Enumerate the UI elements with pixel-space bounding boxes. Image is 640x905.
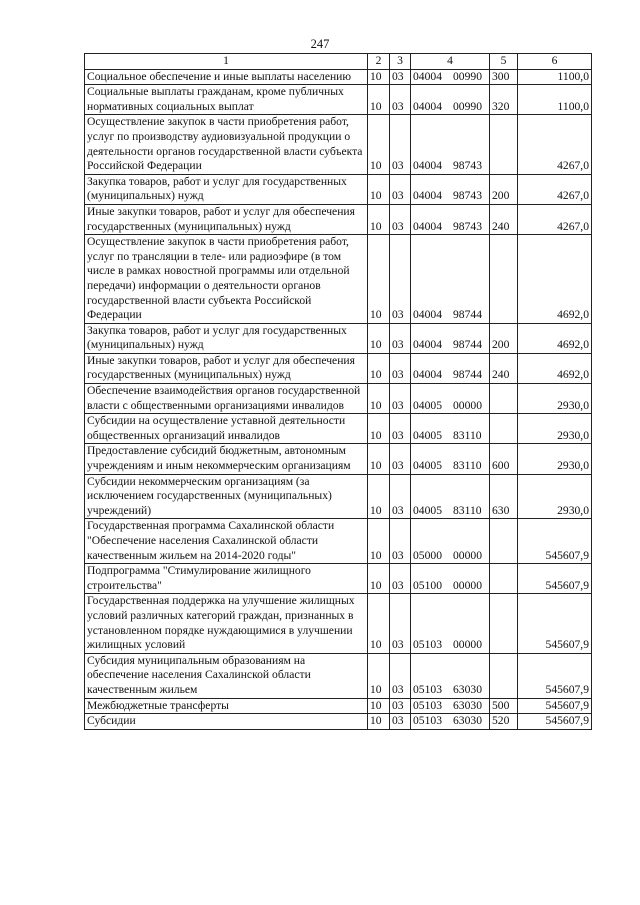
program-code: 05100 <box>413 578 442 592</box>
section-code: 10 <box>368 174 390 204</box>
program-code: 04004 <box>413 189 442 203</box>
amount: 2930,0 <box>518 384 592 414</box>
program-code: 04004 <box>413 308 442 322</box>
amount: 545607,9 <box>518 653 592 698</box>
amount: 2930,0 <box>518 474 592 519</box>
expense-type-code <box>490 384 518 414</box>
amount: 545607,9 <box>518 594 592 653</box>
subsection-code: 03 <box>390 594 411 653</box>
table-row <box>85 323 592 353</box>
section-code: 10 <box>368 564 390 594</box>
subsection-code: 03 <box>390 69 411 85</box>
direction-code: 83110 <box>453 503 482 517</box>
table-row <box>85 474 592 519</box>
expense-type-code <box>490 115 518 174</box>
target-article-code <box>411 323 490 353</box>
program-code: 05103 <box>413 698 442 712</box>
section-code: 10 <box>368 414 390 444</box>
direction-code: 98744 <box>453 308 482 322</box>
amount: 2930,0 <box>518 444 592 474</box>
amount: 545607,9 <box>518 564 592 594</box>
direction-code: 63030 <box>453 682 482 696</box>
program-code: 04004 <box>413 338 442 352</box>
direction-code: 98744 <box>453 368 482 382</box>
item-name: Иные закупки товаров, работ и услуг для обеспечения государственных (муниципальных) нужд <box>85 353 368 383</box>
target-article-code <box>411 444 490 474</box>
table-row <box>85 353 592 383</box>
table-header-row <box>85 54 592 70</box>
program-code: 05103 <box>413 638 442 652</box>
direction-code: 63030 <box>453 698 482 712</box>
column-header-3: 3 <box>390 54 411 70</box>
program-code: 04005 <box>413 503 442 517</box>
table-row <box>85 594 592 653</box>
target-article-code <box>411 174 490 204</box>
subsection-code: 03 <box>390 174 411 204</box>
section-code: 10 <box>368 353 390 383</box>
section-code: 10 <box>368 653 390 698</box>
target-article-code <box>411 698 490 714</box>
item-name: Подпрограмма "Стимулирование жилищного строительства" <box>85 564 368 594</box>
amount: 4267,0 <box>518 115 592 174</box>
target-article-code <box>411 519 490 564</box>
direction-code: 63030 <box>453 714 482 728</box>
item-name: Субсидии некоммерческим организациям (за исключением государственных (муниципальных) учреждений) <box>85 474 368 519</box>
section-code: 10 <box>368 444 390 474</box>
target-article-code <box>411 564 490 594</box>
section-code: 10 <box>368 69 390 85</box>
section-code: 10 <box>368 204 390 234</box>
direction-code: 98743 <box>453 219 482 233</box>
table-row <box>85 444 592 474</box>
table-row <box>85 653 592 698</box>
subsection-code: 03 <box>390 235 411 324</box>
item-name: Осуществление закупок в части приобретения работ, услуг по трансляции в теле- или радиоэфире (в том числе в рамках новостной программы или отдельной передачи) информации о деятельности органов государственной власти субъекта Российской Федерации <box>85 235 368 324</box>
program-code: 05000 <box>413 548 442 562</box>
subsection-code: 03 <box>390 474 411 519</box>
item-name: Межбюджетные трансферты <box>85 698 368 714</box>
column-header-2: 2 <box>368 54 390 70</box>
page-number: 247 <box>310 37 330 51</box>
item-name: Субсидия муниципальным образованиям на обеспечение населения Сахалинской области качественным жильем <box>85 653 368 698</box>
table-row <box>85 714 592 730</box>
subsection-code: 03 <box>390 323 411 353</box>
section-code: 10 <box>368 474 390 519</box>
direction-code: 98743 <box>453 159 482 173</box>
program-code: 05103 <box>413 714 442 728</box>
expense-type-code: 520 <box>490 714 518 730</box>
section-code: 10 <box>368 698 390 714</box>
expense-type-code <box>490 519 518 564</box>
section-code: 10 <box>368 594 390 653</box>
column-header-5: 5 <box>490 54 518 70</box>
item-name: Иные закупки товаров, работ и услуг для обеспечения государственных (муниципальных) нужд <box>85 204 368 234</box>
item-name: Социальные выплаты гражданам, кроме публичных нормативных социальных выплат <box>85 85 368 115</box>
program-code: 04005 <box>413 398 442 412</box>
table-body <box>85 69 592 729</box>
table-row <box>85 384 592 414</box>
subsection-code: 03 <box>390 384 411 414</box>
target-article-code <box>411 384 490 414</box>
table-row <box>85 414 592 444</box>
column-header-4: 4 <box>411 54 490 70</box>
target-article-code <box>411 115 490 174</box>
item-name: Предоставление субсидий бюджетным, автономным учреждениям и иным некоммерческим организациям <box>85 444 368 474</box>
section-code: 10 <box>368 519 390 564</box>
item-name: Субсидии на осуществление уставной деятельности общественных организаций инвалидов <box>85 414 368 444</box>
target-article-code <box>411 474 490 519</box>
amount: 4267,0 <box>518 204 592 234</box>
expense-type-code: 600 <box>490 444 518 474</box>
subsection-code: 03 <box>390 414 411 444</box>
subsection-code: 03 <box>390 564 411 594</box>
amount: 4267,0 <box>518 174 592 204</box>
expense-type-code: 630 <box>490 474 518 519</box>
table-row <box>85 698 592 714</box>
amount: 4692,0 <box>518 353 592 383</box>
target-article-code <box>411 714 490 730</box>
item-name: Социальное обеспечение и иные выплаты населению <box>85 69 368 85</box>
target-article-code <box>411 85 490 115</box>
direction-code: 98743 <box>453 189 482 203</box>
subsection-code: 03 <box>390 353 411 383</box>
amount: 545607,9 <box>518 519 592 564</box>
expense-type-code: 240 <box>490 353 518 383</box>
expense-type-code <box>490 594 518 653</box>
expense-type-code <box>490 564 518 594</box>
direction-code: 98744 <box>453 338 482 352</box>
section-code: 10 <box>368 115 390 174</box>
subsection-code: 03 <box>390 519 411 564</box>
table-row <box>85 564 592 594</box>
table-row <box>85 115 592 174</box>
direction-code: 00990 <box>453 99 482 113</box>
subsection-code: 03 <box>390 85 411 115</box>
program-code: 04005 <box>413 459 442 473</box>
expense-type-code: 200 <box>490 323 518 353</box>
subsection-code: 03 <box>390 698 411 714</box>
subsection-code: 03 <box>390 653 411 698</box>
item-name: Субсидии <box>85 714 368 730</box>
target-article-code <box>411 653 490 698</box>
amount: 1100,0 <box>518 69 592 85</box>
direction-code: 00000 <box>453 548 482 562</box>
expense-type-code <box>490 653 518 698</box>
amount: 545607,9 <box>518 714 592 730</box>
table-row <box>85 519 592 564</box>
program-code: 04004 <box>413 219 442 233</box>
table-row <box>85 85 592 115</box>
amount: 2930,0 <box>518 414 592 444</box>
section-code: 10 <box>368 384 390 414</box>
target-article-code <box>411 69 490 85</box>
subsection-code: 03 <box>390 714 411 730</box>
expense-type-code: 320 <box>490 85 518 115</box>
item-name: Закупка товаров, работ и услуг для государственных (муниципальных) нужд <box>85 323 368 353</box>
target-article-code <box>411 204 490 234</box>
target-article-code <box>411 414 490 444</box>
amount: 4692,0 <box>518 235 592 324</box>
item-name: Государственная программа Сахалинской области "Обеспечение населения Сахалинской области качественным жильем на 2014-2020 годы" <box>85 519 368 564</box>
subsection-code: 03 <box>390 115 411 174</box>
direction-code: 83110 <box>453 428 482 442</box>
item-name: Государственная поддержка на улучшение жилищных условий различных категорий граждан, признанных в установленном порядке нуждающимися в улучшении жилищных условий <box>85 594 368 653</box>
table-row <box>85 204 592 234</box>
subsection-code: 03 <box>390 204 411 234</box>
program-code: 04004 <box>413 99 442 113</box>
budget-table <box>84 53 592 730</box>
item-name: Обеспечение взаимодействия органов государственной власти с общественными организациями инвалидов <box>85 384 368 414</box>
section-code: 10 <box>368 323 390 353</box>
expense-type-code: 240 <box>490 204 518 234</box>
target-article-code <box>411 594 490 653</box>
section-code: 10 <box>368 85 390 115</box>
program-code: 04004 <box>413 69 442 83</box>
item-name: Закупка товаров, работ и услуг для государственных (муниципальных) нужд <box>85 174 368 204</box>
target-article-code <box>411 353 490 383</box>
section-code: 10 <box>368 235 390 324</box>
expense-type-code: 200 <box>490 174 518 204</box>
direction-code: 00000 <box>453 638 482 652</box>
expense-type-code: 300 <box>490 69 518 85</box>
amount: 545607,9 <box>518 698 592 714</box>
table-row <box>85 235 592 324</box>
subsection-code: 03 <box>390 444 411 474</box>
direction-code: 00000 <box>453 398 482 412</box>
column-header-1: 1 <box>85 54 368 70</box>
expense-type-code <box>490 414 518 444</box>
column-header-6: 6 <box>518 54 592 70</box>
item-name: Осуществление закупок в части приобретения работ, услуг по производству аудиовизуальной продукции о деятельности органов государственной власти субъекта Российской Федерации <box>85 115 368 174</box>
program-code: 05103 <box>413 682 442 696</box>
direction-code: 00000 <box>453 578 482 592</box>
program-code: 04005 <box>413 428 442 442</box>
expense-type-code <box>490 235 518 324</box>
expense-type-code: 500 <box>490 698 518 714</box>
table-row <box>85 69 592 85</box>
table-row <box>85 174 592 204</box>
program-code: 04004 <box>413 159 442 173</box>
direction-code: 00990 <box>453 69 482 83</box>
section-code: 10 <box>368 714 390 730</box>
amount: 4692,0 <box>518 323 592 353</box>
program-code: 04004 <box>413 368 442 382</box>
target-article-code <box>411 235 490 324</box>
amount: 1100,0 <box>518 85 592 115</box>
direction-code: 83110 <box>453 459 482 473</box>
